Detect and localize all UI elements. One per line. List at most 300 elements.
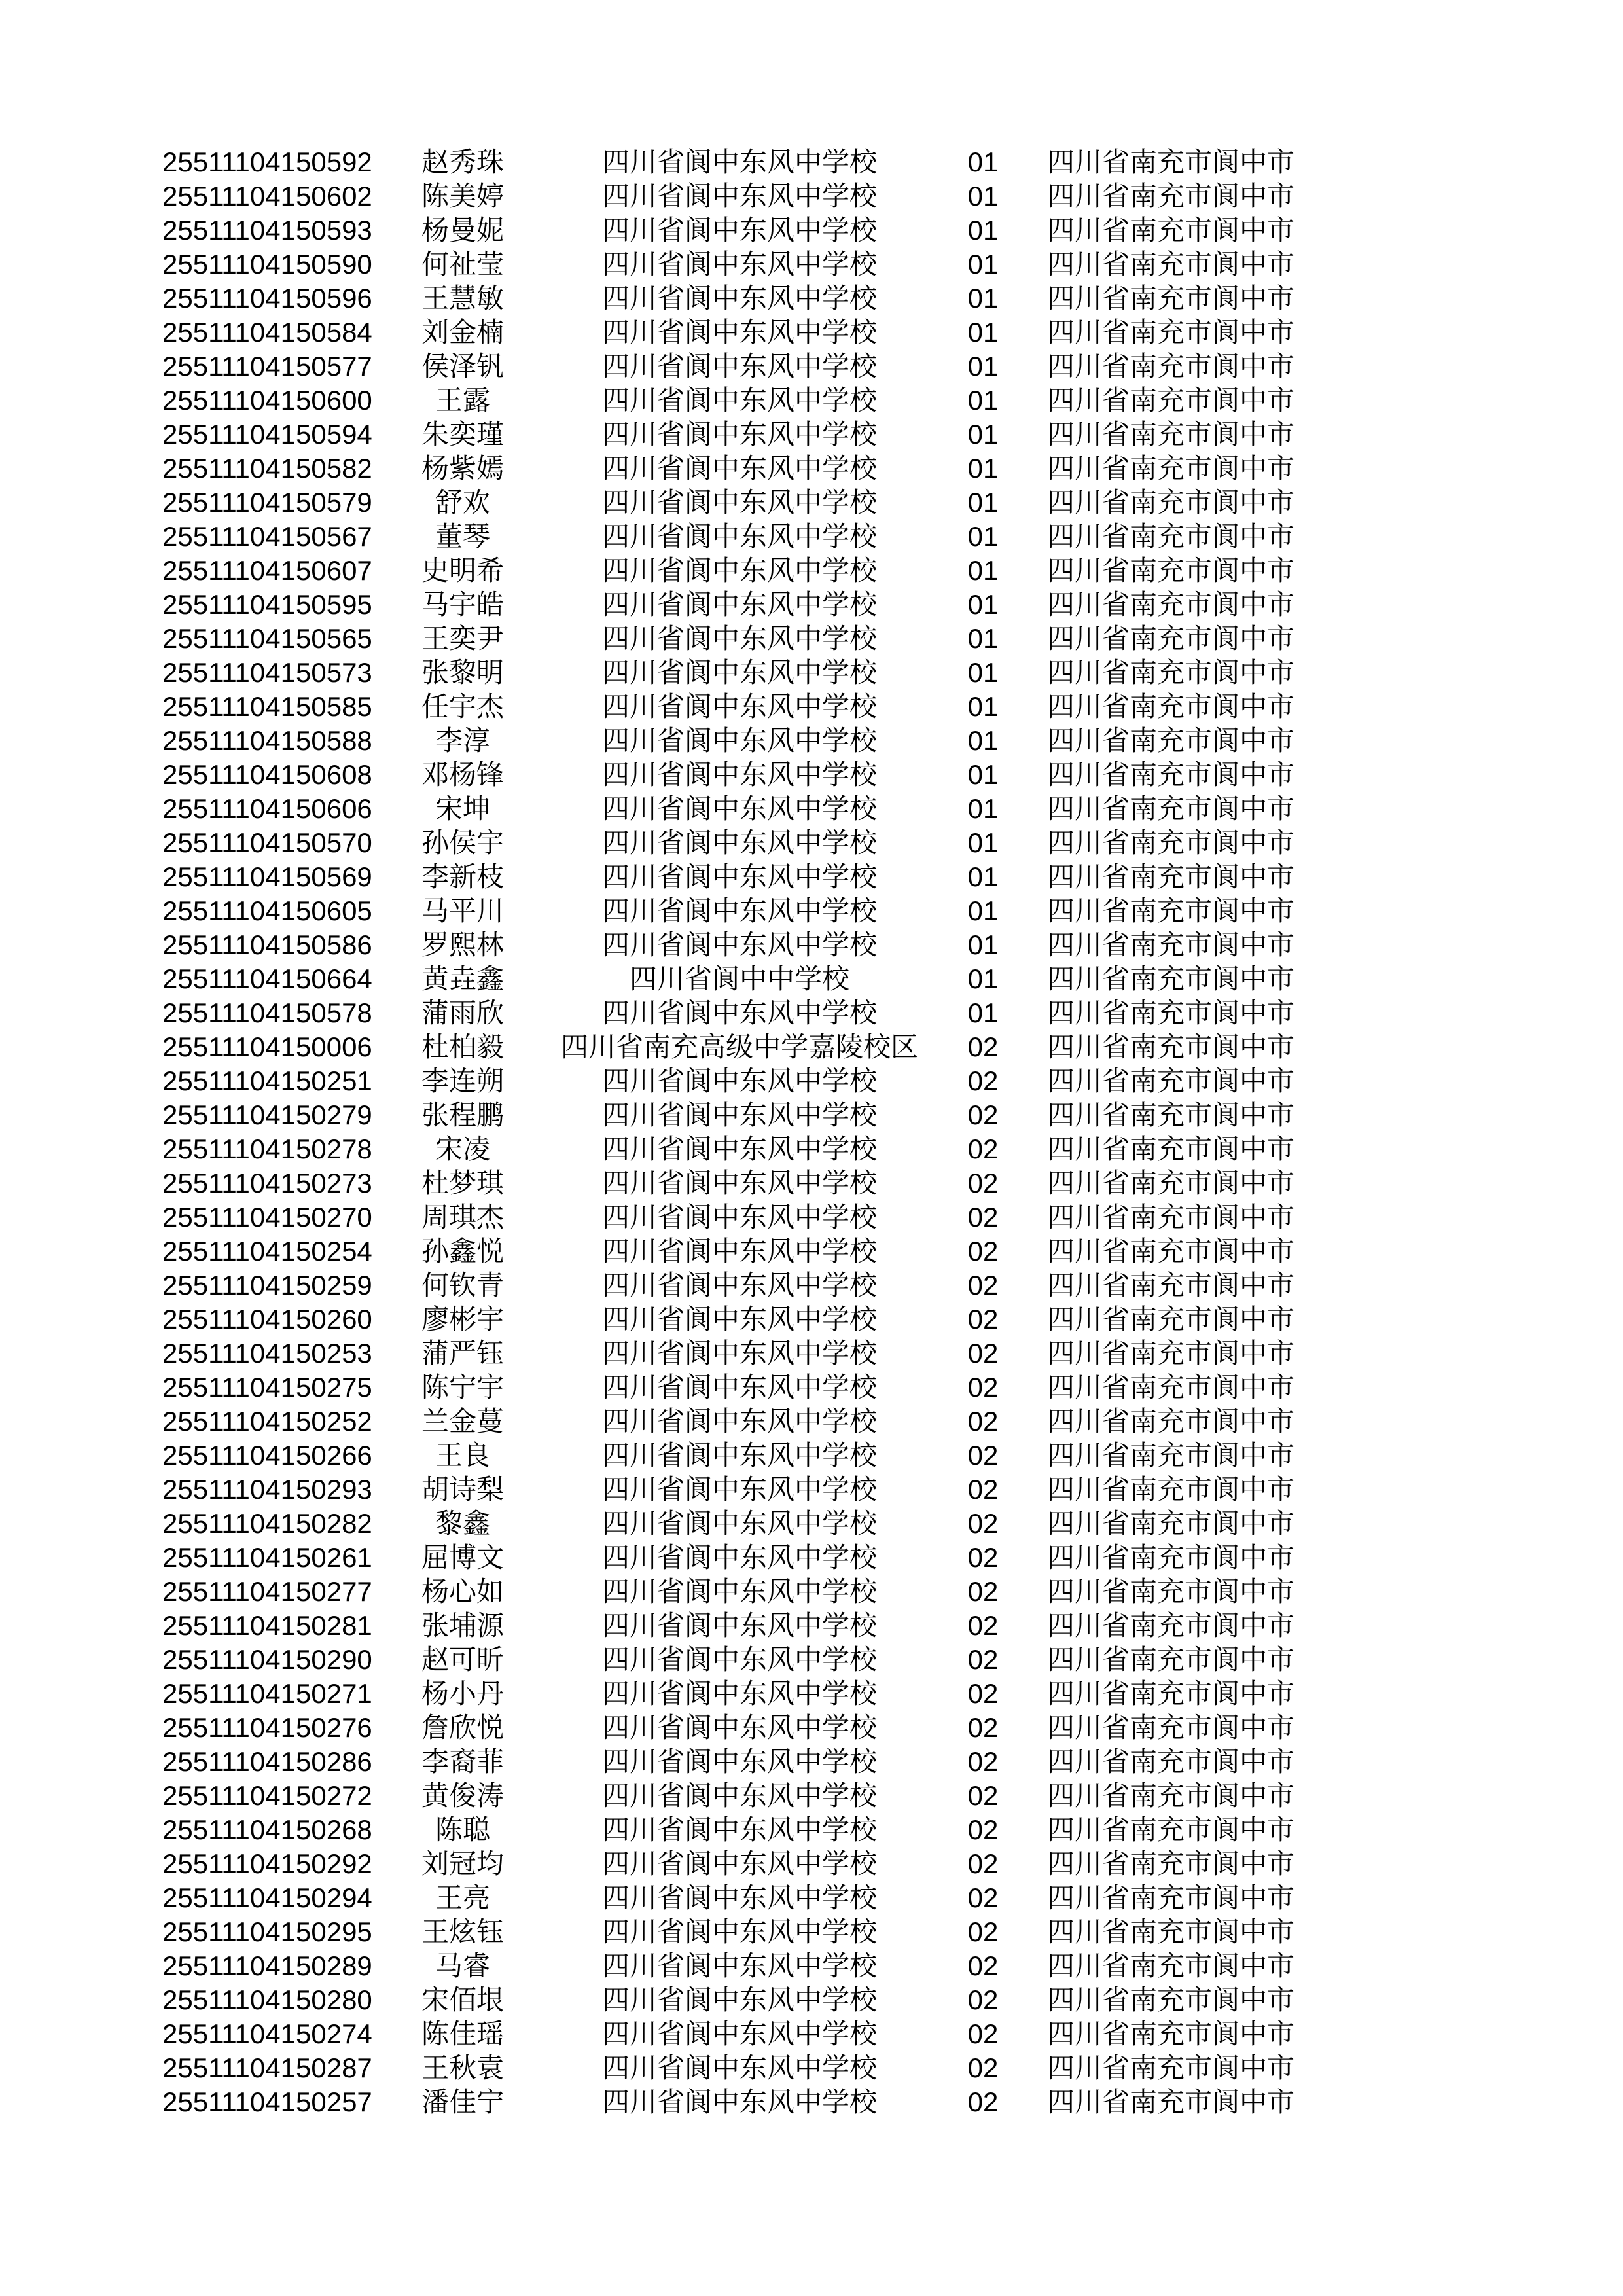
school-name-cell: 四川省阆中东风中学校 <box>601 385 877 416</box>
class-code-cell: 02 <box>967 2053 999 2083</box>
school-name-cell: 四川省阆中东风中学校 <box>601 283 877 314</box>
class-code-cell: 01 <box>967 827 999 858</box>
student-name-cell: 赵可昕 <box>421 1644 504 1675</box>
student-name-cell: 黄俊涛 <box>421 1780 504 1811</box>
table-row <box>162 1575 1311 1609</box>
exam-number-cell: 25511104150577 <box>162 351 372 382</box>
exam-number-cell: 25511104150287 <box>162 2053 372 2083</box>
exam-number-cell: 25511104150259 <box>162 1270 372 1300</box>
table-row <box>162 1030 1311 1064</box>
class-code-cell: 02 <box>967 1712 999 1743</box>
student-name-cell: 任宇杰 <box>421 691 504 722</box>
table-row <box>162 1779 1311 1813</box>
school-name-cell: 四川省阆中东风中学校 <box>601 181 877 211</box>
exam-number-cell: 25511104150261 <box>162 1542 372 1573</box>
class-code-cell: 02 <box>967 1814 999 1845</box>
city-cell: 四川省南充市阆中市 <box>1047 351 1295 382</box>
city-cell: 四川省南充市阆中市 <box>1047 1474 1295 1505</box>
exam-number-cell: 25511104150275 <box>162 1372 372 1403</box>
class-code-cell: 01 <box>967 283 999 314</box>
student-name-cell: 胡诗梨 <box>421 1474 504 1505</box>
student-name-cell: 杜梦琪 <box>421 1168 504 1198</box>
class-code-cell: 02 <box>967 1236 999 1266</box>
student-name-cell: 罗熙林 <box>421 929 504 960</box>
city-cell: 四川省南充市阆中市 <box>1047 1134 1295 1164</box>
student-name-cell: 蒲严钰 <box>421 1338 504 1369</box>
student-name-cell: 马宇皓 <box>421 589 504 620</box>
school-name-cell: 四川省阆中东风中学校 <box>601 1508 877 1539</box>
school-name-cell: 四川省阆中东风中学校 <box>601 249 877 279</box>
table-row <box>162 1166 1311 1200</box>
table-row <box>162 996 1311 1030</box>
school-name-cell: 四川省阆中东风中学校 <box>601 1338 877 1369</box>
city-cell: 四川省南充市阆中市 <box>1047 1066 1295 1096</box>
table-row <box>162 622 1311 656</box>
city-cell: 四川省南充市阆中市 <box>1047 929 1295 960</box>
class-code-cell: 02 <box>967 1882 999 1913</box>
class-code-cell: 02 <box>967 1644 999 1675</box>
school-name-cell: 四川省阆中东风中学校 <box>601 827 877 858</box>
school-name-cell: 四川省阆中东风中学校 <box>601 1916 877 1947</box>
school-name-cell: 四川省阆中东风中学校 <box>601 1406 877 1437</box>
city-cell: 四川省南充市阆中市 <box>1047 1644 1295 1675</box>
table-row <box>162 792 1311 826</box>
class-code-cell: 01 <box>967 997 999 1028</box>
class-code-cell: 02 <box>967 1984 999 2015</box>
school-name-cell: 四川省阆中东风中学校 <box>601 1474 877 1505</box>
student-name-cell: 廖彬宇 <box>421 1304 504 1335</box>
school-name-cell: 四川省阆中东风中学校 <box>601 1270 877 1300</box>
school-name-cell: 四川省阆中东风中学校 <box>601 1066 877 1096</box>
table-row <box>162 486 1311 520</box>
class-code-cell: 01 <box>967 589 999 620</box>
student-name-cell: 刘冠均 <box>421 1848 504 1879</box>
exam-number-cell: 25511104150271 <box>162 1678 372 1709</box>
school-name-cell: 四川省阆中东风中学校 <box>601 1644 877 1675</box>
student-name-cell: 陈美婷 <box>421 181 504 211</box>
exam-number-cell: 25511104150280 <box>162 1984 372 2015</box>
exam-number-cell: 25511104150289 <box>162 1950 372 1981</box>
table-row <box>162 1336 1311 1371</box>
student-name-cell: 舒欢 <box>435 487 490 518</box>
city-cell: 四川省南充市阆中市 <box>1047 215 1295 245</box>
school-name-cell: 四川省阆中东风中学校 <box>601 1576 877 1607</box>
class-code-cell: 01 <box>967 521 999 552</box>
exam-number-cell: 25511104150595 <box>162 589 372 620</box>
class-code-cell: 02 <box>967 1338 999 1369</box>
exam-number-cell: 25511104150586 <box>162 929 372 960</box>
student-name-cell: 张程鹏 <box>421 1100 504 1130</box>
city-cell: 四川省南充市阆中市 <box>1047 317 1295 348</box>
table-row <box>162 281 1311 315</box>
city-cell: 四川省南充市阆中市 <box>1047 623 1295 654</box>
city-cell: 四川省南充市阆中市 <box>1047 1678 1295 1709</box>
school-name-cell: 四川省阆中东风中学校 <box>601 1950 877 1981</box>
exam-number-cell: 25511104150252 <box>162 1406 372 1437</box>
exam-number-cell: 25511104150590 <box>162 249 372 279</box>
city-cell: 四川省南充市阆中市 <box>1047 555 1295 586</box>
city-cell: 四川省南充市阆中市 <box>1047 1440 1295 1471</box>
student-name-cell: 王慧敏 <box>421 283 504 314</box>
student-name-cell: 史明希 <box>421 555 504 586</box>
exam-number-cell: 25511104150277 <box>162 1576 372 1607</box>
table-row <box>162 452 1311 486</box>
student-name-cell: 黄垚鑫 <box>421 963 504 994</box>
school-name-cell: 四川省阆中东风中学校 <box>601 1678 877 1709</box>
city-cell: 四川省南充市阆中市 <box>1047 2087 1295 2117</box>
student-name-cell: 宋凌 <box>435 1134 490 1164</box>
city-cell: 四川省南充市阆中市 <box>1047 453 1295 484</box>
exam-number-cell: 25511104150570 <box>162 827 372 858</box>
city-cell: 四川省南充市阆中市 <box>1047 1848 1295 1879</box>
table-row <box>162 656 1311 690</box>
exam-number-cell: 25511104150606 <box>162 793 372 824</box>
class-code-cell: 02 <box>967 1950 999 1981</box>
class-code-cell: 02 <box>967 1168 999 1198</box>
school-name-cell: 四川省阆中东风中学校 <box>601 1746 877 1777</box>
student-name-cell: 王奕尹 <box>421 623 504 654</box>
student-name-cell: 孙侯宇 <box>421 827 504 858</box>
city-cell: 四川省南充市阆中市 <box>1047 147 1295 177</box>
table-row <box>162 1881 1311 1915</box>
table-row <box>162 1541 1311 1575</box>
class-code-cell: 01 <box>967 351 999 382</box>
exam-number-cell: 25511104150293 <box>162 1474 372 1505</box>
student-name-cell: 王秋袁 <box>421 2053 504 2083</box>
class-code-cell: 02 <box>967 1406 999 1437</box>
table-row <box>162 2051 1311 2085</box>
table-row <box>162 1371 1311 1405</box>
table-row <box>162 1064 1311 1098</box>
class-code-cell: 01 <box>967 317 999 348</box>
class-code-cell: 01 <box>967 215 999 245</box>
table-row <box>162 554 1311 588</box>
table-row <box>162 1234 1311 1268</box>
student-name-cell: 王良 <box>435 1440 490 1471</box>
school-name-cell: 四川省阆中东风中学校 <box>601 861 877 892</box>
class-code-cell: 01 <box>967 147 999 177</box>
table-row <box>162 179 1311 213</box>
table-row <box>162 1643 1311 1677</box>
exam-number-cell: 25511104150253 <box>162 1338 372 1369</box>
student-name-cell: 董琴 <box>435 521 490 552</box>
exam-number-cell: 25511104150274 <box>162 2018 372 2049</box>
class-code-cell: 01 <box>967 895 999 926</box>
student-name-cell: 刘金楠 <box>421 317 504 348</box>
school-name-cell: 四川省阆中东风中学校 <box>601 419 877 450</box>
school-name-cell: 四川省阆中东风中学校 <box>601 1848 877 1879</box>
exam-number-cell: 25511104150596 <box>162 283 372 314</box>
class-code-cell: 01 <box>967 657 999 688</box>
exam-number-cell: 25511104150006 <box>162 1031 372 1062</box>
city-cell: 四川省南充市阆中市 <box>1047 1916 1295 1947</box>
exam-number-cell: 25511104150579 <box>162 487 372 518</box>
city-cell: 四川省南充市阆中市 <box>1047 1270 1295 1300</box>
city-cell: 四川省南充市阆中市 <box>1047 691 1295 722</box>
exam-number-cell: 25511104150276 <box>162 1712 372 1743</box>
table-row <box>162 2085 1311 2119</box>
table-row <box>162 690 1311 724</box>
city-cell: 四川省南充市阆中市 <box>1047 1236 1295 1266</box>
table-row <box>162 1405 1311 1439</box>
school-name-cell: 四川省阆中东风中学校 <box>601 589 877 620</box>
table-row <box>162 1439 1311 1473</box>
school-name-cell: 四川省阆中东风中学校 <box>601 1236 877 1266</box>
class-code-cell: 01 <box>967 555 999 586</box>
city-cell: 四川省南充市阆中市 <box>1047 1168 1295 1198</box>
table-row <box>162 145 1311 179</box>
table-row <box>162 315 1311 350</box>
school-name-cell: 四川省阆中东风中学校 <box>601 1202 877 1232</box>
city-cell: 四川省南充市阆中市 <box>1047 1746 1295 1777</box>
city-cell: 四川省南充市阆中市 <box>1047 1814 1295 1845</box>
table-row <box>162 247 1311 281</box>
school-name-cell: 四川省阆中东风中学校 <box>601 215 877 245</box>
table-row <box>162 1302 1311 1336</box>
student-name-cell: 王露 <box>435 385 490 416</box>
student-name-cell: 马平川 <box>421 895 504 926</box>
table-row <box>162 860 1311 894</box>
school-name-cell: 四川省阆中东风中学校 <box>601 317 877 348</box>
city-cell: 四川省南充市阆中市 <box>1047 589 1295 620</box>
table-row <box>162 1268 1311 1302</box>
city-cell: 四川省南充市阆中市 <box>1047 895 1295 926</box>
school-name-cell: 四川省阆中中学校 <box>629 963 849 994</box>
table-row <box>162 588 1311 622</box>
class-code-cell: 01 <box>967 793 999 824</box>
student-name-cell: 王亮 <box>435 1882 490 1913</box>
table-row <box>162 1677 1311 1711</box>
exam-number-cell: 25511104150585 <box>162 691 372 722</box>
class-code-cell: 01 <box>967 385 999 416</box>
exam-number-cell: 25511104150295 <box>162 1916 372 1947</box>
exam-number-cell: 25511104150608 <box>162 759 372 790</box>
table-row <box>162 1200 1311 1234</box>
table-row <box>162 1847 1311 1881</box>
student-name-cell: 邓杨锋 <box>421 759 504 790</box>
class-code-cell: 01 <box>967 929 999 960</box>
exam-number-cell: 25511104150290 <box>162 1644 372 1675</box>
class-code-cell: 01 <box>967 725 999 756</box>
student-name-cell: 周琪杰 <box>421 1202 504 1232</box>
school-name-cell: 四川省阆中东风中学校 <box>601 2053 877 2083</box>
class-code-cell: 02 <box>967 1542 999 1573</box>
student-name-cell: 杜柏毅 <box>421 1031 504 1062</box>
student-name-cell: 何祉莹 <box>421 249 504 279</box>
school-name-cell: 四川省阆中东风中学校 <box>601 1610 877 1641</box>
school-name-cell: 四川省阆中东风中学校 <box>601 1712 877 1743</box>
exam-number-cell: 25511104150565 <box>162 623 372 654</box>
table-row <box>162 962 1311 996</box>
class-code-cell: 02 <box>967 2087 999 2117</box>
school-name-cell: 四川省阆中东风中学校 <box>601 487 877 518</box>
exam-number-cell: 25511104150569 <box>162 861 372 892</box>
exam-number-cell: 25511104150605 <box>162 895 372 926</box>
student-name-cell: 何钦青 <box>421 1270 504 1300</box>
exam-number-cell: 25511104150607 <box>162 555 372 586</box>
exam-number-cell: 25511104150254 <box>162 1236 372 1266</box>
table-row <box>162 384 1311 418</box>
class-code-cell: 02 <box>967 1916 999 1947</box>
table-row <box>162 928 1311 962</box>
city-cell: 四川省南充市阆中市 <box>1047 861 1295 892</box>
class-code-cell: 02 <box>967 1270 999 1300</box>
school-name-cell: 四川省阆中东风中学校 <box>601 555 877 586</box>
school-name-cell: 四川省阆中东风中学校 <box>601 793 877 824</box>
student-name-cell: 屈博文 <box>421 1542 504 1573</box>
table-row <box>162 1915 1311 1949</box>
city-cell: 四川省南充市阆中市 <box>1047 1984 1295 2015</box>
student-name-cell: 詹欣悦 <box>421 1712 504 1743</box>
student-name-cell: 朱奕瑾 <box>421 419 504 450</box>
exam-number-cell: 25511104150588 <box>162 725 372 756</box>
class-code-cell: 02 <box>967 1678 999 1709</box>
school-name-cell: 四川省阆中东风中学校 <box>601 657 877 688</box>
school-name-cell: 四川省阆中东风中学校 <box>601 1134 877 1164</box>
school-name-cell: 四川省阆中东风中学校 <box>601 521 877 552</box>
city-cell: 四川省南充市阆中市 <box>1047 1542 1295 1573</box>
school-name-cell: 四川省阆中东风中学校 <box>601 895 877 926</box>
city-cell: 四川省南充市阆中市 <box>1047 1031 1295 1062</box>
table-row <box>162 1098 1311 1132</box>
student-name-cell: 潘佳宁 <box>421 2087 504 2117</box>
class-code-cell: 01 <box>967 453 999 484</box>
table-row <box>162 758 1311 792</box>
class-code-cell: 01 <box>967 963 999 994</box>
city-cell: 四川省南充市阆中市 <box>1047 725 1295 756</box>
student-name-cell: 赵秀珠 <box>421 147 504 177</box>
exam-number-cell: 25511104150282 <box>162 1508 372 1539</box>
exam-number-cell: 25511104150266 <box>162 1440 372 1471</box>
table-row <box>162 1983 1311 2017</box>
class-code-cell: 02 <box>967 1031 999 1062</box>
school-name-cell: 四川省阆中东风中学校 <box>601 1780 877 1811</box>
class-code-cell: 02 <box>967 1780 999 1811</box>
exam-number-cell: 25511104150582 <box>162 453 372 484</box>
class-code-cell: 02 <box>967 1848 999 1879</box>
student-name-cell: 李连朔 <box>421 1066 504 1096</box>
city-cell: 四川省南充市阆中市 <box>1047 1780 1295 1811</box>
city-cell: 四川省南充市阆中市 <box>1047 1304 1295 1335</box>
city-cell: 四川省南充市阆中市 <box>1047 2053 1295 2083</box>
city-cell: 四川省南充市阆中市 <box>1047 1406 1295 1437</box>
class-code-cell: 01 <box>967 691 999 722</box>
exam-number-cell: 25511104150294 <box>162 1882 372 1913</box>
class-code-cell: 02 <box>967 1202 999 1232</box>
school-name-cell: 四川省阆中东风中学校 <box>601 1372 877 1403</box>
class-code-cell: 02 <box>967 1474 999 1505</box>
table-row <box>162 350 1311 384</box>
table-row <box>162 1745 1311 1779</box>
class-code-cell: 01 <box>967 249 999 279</box>
exam-number-cell: 25511104150573 <box>162 657 372 688</box>
class-code-cell: 02 <box>967 1576 999 1607</box>
table-row <box>162 1609 1311 1643</box>
exam-number-cell: 25511104150279 <box>162 1100 372 1130</box>
exam-number-cell: 25511104150292 <box>162 1848 372 1879</box>
student-name-cell: 马睿 <box>435 1950 490 1981</box>
school-name-cell: 四川省阆中东风中学校 <box>601 1100 877 1130</box>
student-name-cell: 李新枝 <box>421 861 504 892</box>
city-cell: 四川省南充市阆中市 <box>1047 997 1295 1028</box>
table-row <box>162 826 1311 860</box>
student-name-cell: 侯泽钒 <box>421 351 504 382</box>
student-name-cell: 杨紫嫣 <box>421 453 504 484</box>
exam-number-cell: 25511104150278 <box>162 1134 372 1164</box>
school-name-cell: 四川省阆中东风中学校 <box>601 691 877 722</box>
city-cell: 四川省南充市阆中市 <box>1047 181 1295 211</box>
student-name-cell: 杨小丹 <box>421 1678 504 1709</box>
table-row <box>162 213 1311 247</box>
student-name-cell: 陈聪 <box>435 1814 490 1845</box>
exam-number-cell: 25511104150251 <box>162 1066 372 1096</box>
school-name-cell: 四川省阆中东风中学校 <box>601 147 877 177</box>
city-cell: 四川省南充市阆中市 <box>1047 1100 1295 1130</box>
city-cell: 四川省南充市阆中市 <box>1047 385 1295 416</box>
class-code-cell: 02 <box>967 1508 999 1539</box>
class-code-cell: 01 <box>967 419 999 450</box>
class-code-cell: 02 <box>967 1100 999 1130</box>
city-cell: 四川省南充市阆中市 <box>1047 283 1295 314</box>
student-name-cell: 蒲雨欣 <box>421 997 504 1028</box>
class-code-cell: 02 <box>967 2018 999 2049</box>
student-name-cell: 张埔源 <box>421 1610 504 1641</box>
exam-number-cell: 25511104150567 <box>162 521 372 552</box>
exam-number-cell: 25511104150268 <box>162 1814 372 1845</box>
school-name-cell: 四川省阆中东风中学校 <box>601 1984 877 2015</box>
city-cell: 四川省南充市阆中市 <box>1047 827 1295 858</box>
school-name-cell: 四川省阆中东风中学校 <box>601 929 877 960</box>
table-row <box>162 894 1311 928</box>
city-cell: 四川省南充市阆中市 <box>1047 487 1295 518</box>
city-cell: 四川省南充市阆中市 <box>1047 1372 1295 1403</box>
city-cell: 四川省南充市阆中市 <box>1047 1508 1295 1539</box>
city-cell: 四川省南充市阆中市 <box>1047 657 1295 688</box>
class-code-cell: 01 <box>967 487 999 518</box>
city-cell: 四川省南充市阆中市 <box>1047 2018 1295 2049</box>
exam-number-cell: 25511104150592 <box>162 147 372 177</box>
city-cell: 四川省南充市阆中市 <box>1047 1202 1295 1232</box>
table-row <box>162 1949 1311 1983</box>
school-name-cell: 四川省南充高级中学嘉陵校区 <box>560 1031 918 1062</box>
exam-number-cell: 25511104150602 <box>162 181 372 211</box>
student-roster-table <box>162 145 1311 2119</box>
school-name-cell: 四川省阆中东风中学校 <box>601 759 877 790</box>
school-name-cell: 四川省阆中东风中学校 <box>601 2018 877 2049</box>
student-name-cell: 杨心如 <box>421 1576 504 1607</box>
city-cell: 四川省南充市阆中市 <box>1047 419 1295 450</box>
student-name-cell: 黎鑫 <box>435 1508 490 1539</box>
table-row <box>162 1711 1311 1745</box>
city-cell: 四川省南充市阆中市 <box>1047 1950 1295 1981</box>
school-name-cell: 四川省阆中东风中学校 <box>601 623 877 654</box>
student-name-cell: 王炫钰 <box>421 1916 504 1947</box>
student-name-cell: 孙鑫悦 <box>421 1236 504 1266</box>
table-row <box>162 1132 1311 1166</box>
student-name-cell: 宋佰垠 <box>421 1984 504 2015</box>
city-cell: 四川省南充市阆中市 <box>1047 759 1295 790</box>
table-row <box>162 724 1311 758</box>
class-code-cell: 02 <box>967 1304 999 1335</box>
city-cell: 四川省南充市阆中市 <box>1047 1338 1295 1369</box>
class-code-cell: 01 <box>967 623 999 654</box>
class-code-cell: 01 <box>967 861 999 892</box>
city-cell: 四川省南充市阆中市 <box>1047 793 1295 824</box>
exam-number-cell: 25511104150286 <box>162 1746 372 1777</box>
school-name-cell: 四川省阆中东风中学校 <box>601 1168 877 1198</box>
exam-number-cell: 25511104150281 <box>162 1610 372 1641</box>
class-code-cell: 01 <box>967 759 999 790</box>
